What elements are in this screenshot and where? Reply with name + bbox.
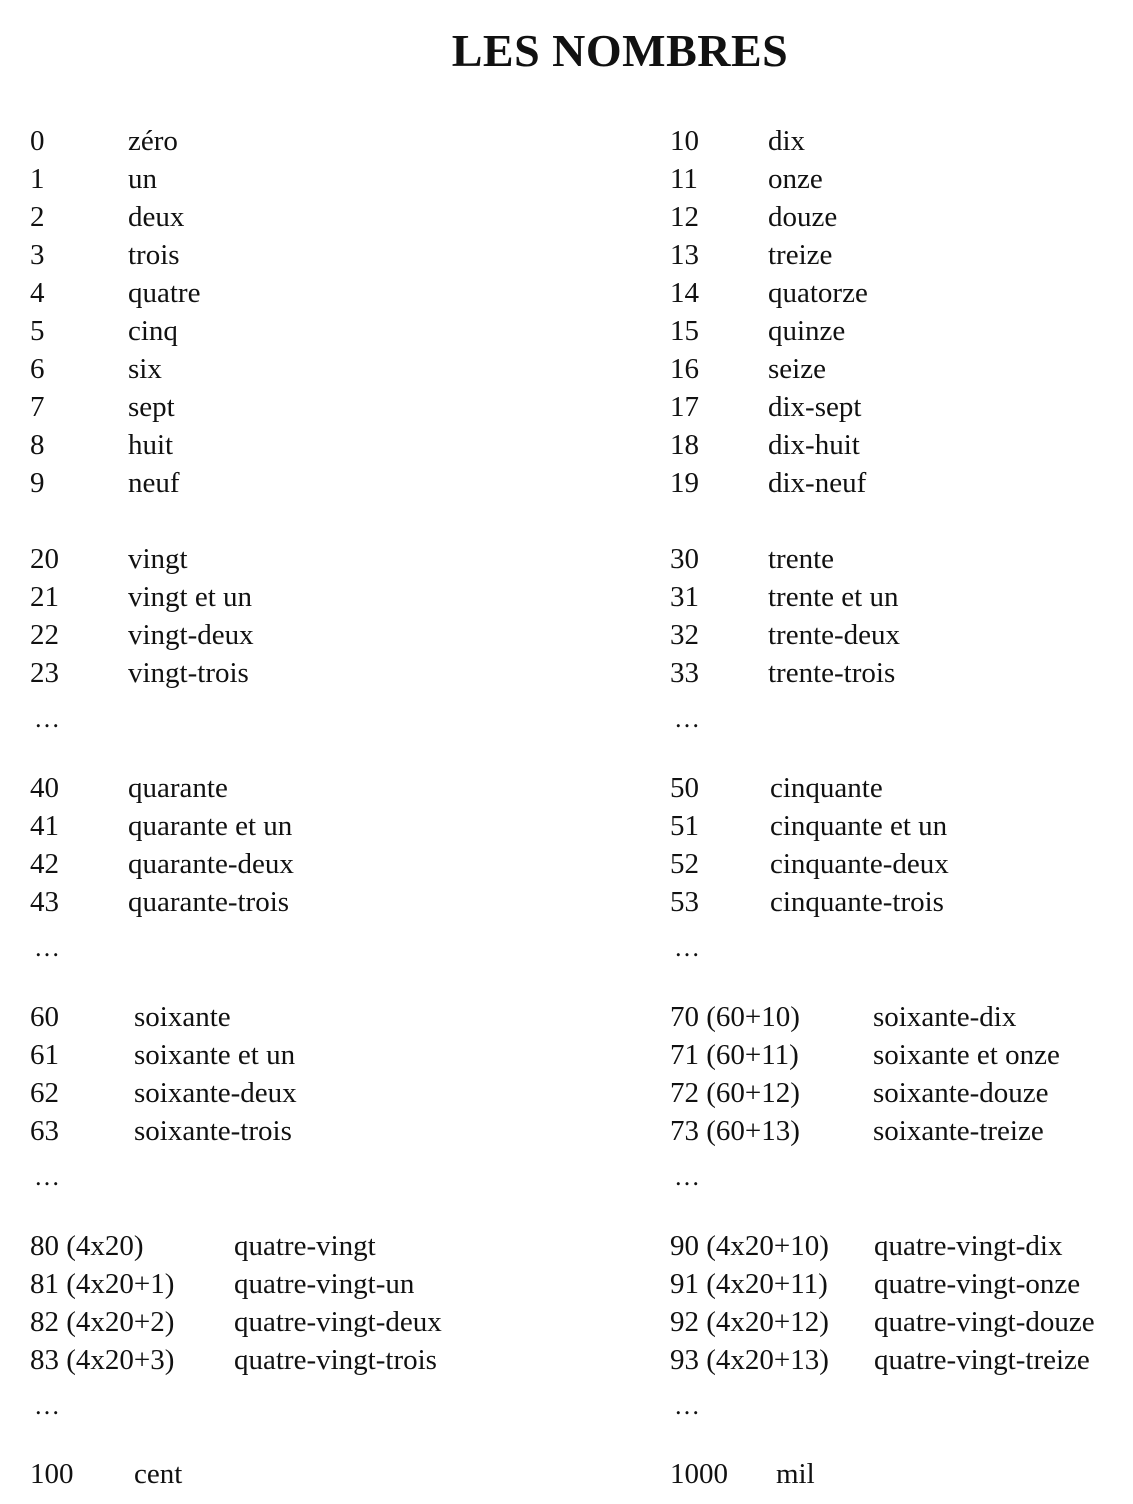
number-value: 41 [30,810,59,842]
number-value: 4 [30,277,45,309]
number-value: 12 [670,201,699,233]
number-word: neuf [128,467,180,499]
number-value: 15 [670,315,699,347]
number-word: un [128,163,157,195]
number-value: 13 [670,239,699,271]
number-word: quatre-vingt-douze [874,1306,1095,1338]
number-value: 50 [670,772,699,804]
number-value: 93 (4x20+13) [670,1344,829,1376]
number-word: dix-huit [768,429,860,461]
number-word: vingt et un [128,581,253,613]
number-value: 8 [30,429,45,461]
number-value: 91 (4x20+11) [670,1268,828,1300]
number-word: dix [768,125,806,157]
number-word: soixante et un [134,1039,296,1071]
number-value: 51 [670,810,699,842]
number-word: onze [768,163,823,195]
number-value: 71 (60+11) [670,1039,799,1071]
number-word: trente-trois [768,657,896,689]
number-word: quatre-vingt-treize [874,1344,1090,1376]
ellipsis: … [34,1391,62,1420]
number-word: soixante-treize [873,1115,1044,1147]
number-word: cinquante-trois [770,886,944,918]
number-value: 62 [30,1077,59,1109]
number-word: sept [128,391,175,423]
number-word: trente [768,543,835,575]
number-word: quatre-vingt-trois [234,1344,437,1376]
number-word: quarante [128,772,228,804]
number-word: deux [128,201,185,233]
number-word: trois [128,239,180,271]
number-value: 42 [30,848,59,880]
number-value: 10 [670,125,699,157]
number-word: cinquante-deux [770,848,949,880]
number-value: 53 [670,886,699,918]
number-word: quarante-deux [128,848,294,880]
number-word: cinquante [770,772,883,804]
number-value: 7 [30,391,45,423]
number-value: 2 [30,201,45,233]
number-value: 83 (4x20+3) [30,1344,175,1376]
ellipsis: … [674,1391,702,1420]
number-value: 90 (4x20+10) [670,1230,829,1262]
number-value: 17 [670,391,699,423]
number-word: quarante et un [128,810,293,842]
number-value: 11 [670,163,698,195]
number-word: seize [768,353,826,385]
number-word: zéro [128,125,178,157]
number-word: quatre-vingt-deux [234,1306,442,1338]
number-word: soixante et onze [873,1039,1060,1071]
number-word: douze [768,201,838,233]
ellipsis: … [674,933,702,962]
number-value: 1000 [670,1458,728,1490]
number-value: 81 (4x20+1) [30,1268,175,1300]
number-value: 82 (4x20+2) [30,1306,175,1338]
number-word: cinq [128,315,178,347]
number-value: 31 [670,581,699,613]
number-word: vingt-trois [128,657,249,689]
number-value: 61 [30,1039,59,1071]
number-value: 80 (4x20) [30,1230,144,1262]
ellipsis: … [34,933,62,962]
number-value: 3 [30,239,45,271]
ellipsis: … [674,704,702,733]
ellipsis: … [34,1162,62,1191]
number-value: 18 [670,429,699,461]
number-value: 14 [670,277,699,309]
number-value: 16 [670,353,699,385]
number-word: treize [768,239,833,271]
number-value: 21 [30,581,59,613]
number-value: 23 [30,657,59,689]
number-word: quinze [768,315,846,347]
number-word: soixante-douze [873,1077,1049,1109]
number-value: 92 (4x20+12) [670,1306,829,1338]
number-word: quatre-vingt [234,1230,376,1262]
number-value: 0 [30,125,45,157]
number-word: quatre-vingt-dix [874,1230,1063,1262]
number-word: mil [776,1458,815,1490]
number-value: 52 [670,848,699,880]
number-word: dix-neuf [768,467,867,499]
number-word: quatre-vingt-un [234,1268,415,1300]
number-word: soixante-dix [873,1001,1017,1033]
number-value: 73 (60+13) [670,1115,800,1147]
number-value: 30 [670,543,699,575]
number-word: huit [128,429,174,461]
number-value: 63 [30,1115,59,1147]
page-title: LES NOMBRES [451,25,789,76]
ellipsis: … [34,704,62,733]
number-value: 100 [30,1458,74,1490]
number-value: 6 [30,353,45,385]
ellipsis: … [674,1162,702,1191]
number-value: 43 [30,886,59,918]
number-value: 70 (60+10) [670,1001,800,1033]
number-word: quatre [128,277,201,309]
number-value: 5 [30,315,45,347]
number-word: quatorze [768,277,868,309]
number-word: quarante-trois [128,886,290,918]
number-word: vingt [128,543,188,575]
number-word: soixante-deux [134,1077,297,1109]
number-value: 60 [30,1001,59,1033]
number-word: trente et un [768,581,899,613]
number-word: six [128,353,162,385]
number-value: 40 [30,772,59,804]
number-value: 1 [30,163,45,195]
number-value: 19 [670,467,699,499]
number-word: quatre-vingt-onze [874,1268,1081,1300]
number-value: 20 [30,543,59,575]
number-word: cinquante et un [770,810,948,842]
number-value: 72 (60+12) [670,1077,800,1109]
number-value: 33 [670,657,699,689]
number-word: cent [134,1458,183,1490]
number-word: soixante-trois [134,1115,292,1147]
number-value: 32 [670,619,699,651]
number-value: 22 [30,619,59,651]
number-word: dix-sept [768,391,862,423]
number-word: vingt-deux [128,619,254,651]
number-word: trente-deux [768,619,901,651]
number-word: soixante [134,1001,231,1033]
number-value: 9 [30,467,45,499]
